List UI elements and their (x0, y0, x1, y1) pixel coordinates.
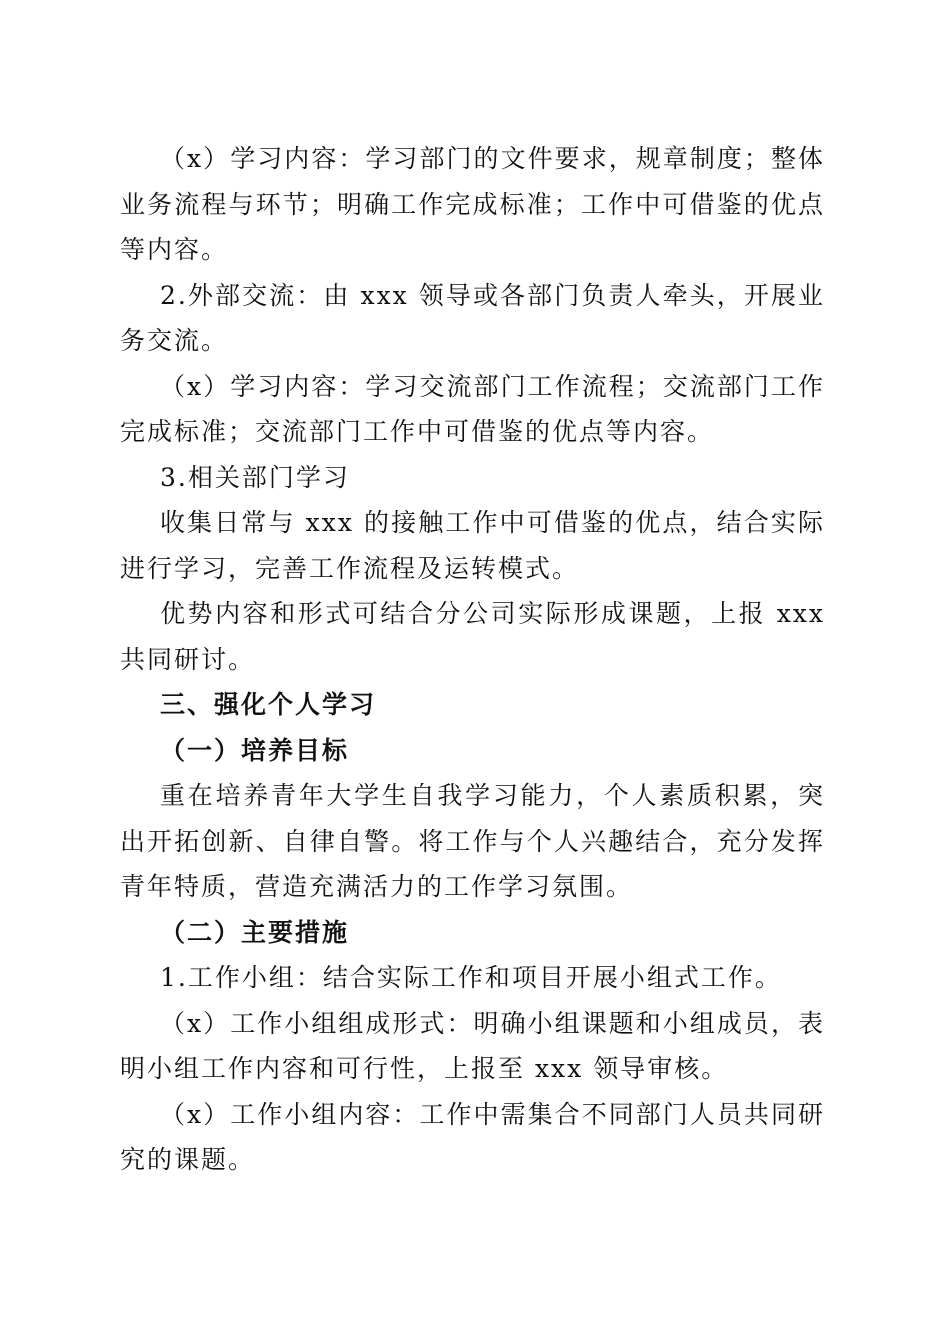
paragraph-work-group-content: （x）工作小组内容：工作中需集合不同部门人员共同研究的课题。 (120, 1099, 825, 1174)
subheading-main-measures: （二）主要措施 (160, 917, 350, 947)
paragraph-work-group: 1.工作小组：结合实际工作和项目开展小组式工作。 (160, 963, 782, 992)
paragraph-advantage-content: 优势内容和形式可结合分公司实际形成课题，上报 xxx 共同研讨。 (120, 599, 825, 674)
paragraph-related-dept-study: 3.相关部门学习 (160, 462, 350, 492)
paragraph-training-goal: 重在培养青年大学生自我学习能力，个人素质积累，突出开拓创新、自律自警。将工作与个人兴趣结合，充分发挥青年特质，营造充满活力的工作学习氛围。 (120, 781, 825, 901)
paragraph-study-content-2: （x）学习内容：学习交流部门工作流程；交流部门工作完成标准；交流部门工作中可借鉴的优点等内容。 (120, 371, 825, 446)
section-heading-personal-study: 三、强化个人学习 (160, 690, 377, 719)
document-page (120, 136, 825, 1183)
subheading-training-goal: （一）培养目标 (160, 735, 350, 765)
paragraph-work-group-form: （x）工作小组组成形式：明确小组课题和小组成员，表明小组工作内容和可行性，上报至 xxx 领导审核。 (120, 1008, 825, 1083)
paragraph-collect-daily: 收集日常与 xxx 的接触工作中可借鉴的优点，结合实际进行学习，完善工作流程及运转模式。 (120, 508, 825, 583)
paragraph-external-exchange: 2.外部交流：由 xxx 领导或各部门负责人牵头，开展业务交流。 (120, 280, 825, 355)
paragraph-study-content-1: （x）学习内容：学习部门的文件要求，规章制度；整体业务流程与环节；明确工作完成标准；工作中可借鉴的优点等内容。 (120, 144, 825, 264)
